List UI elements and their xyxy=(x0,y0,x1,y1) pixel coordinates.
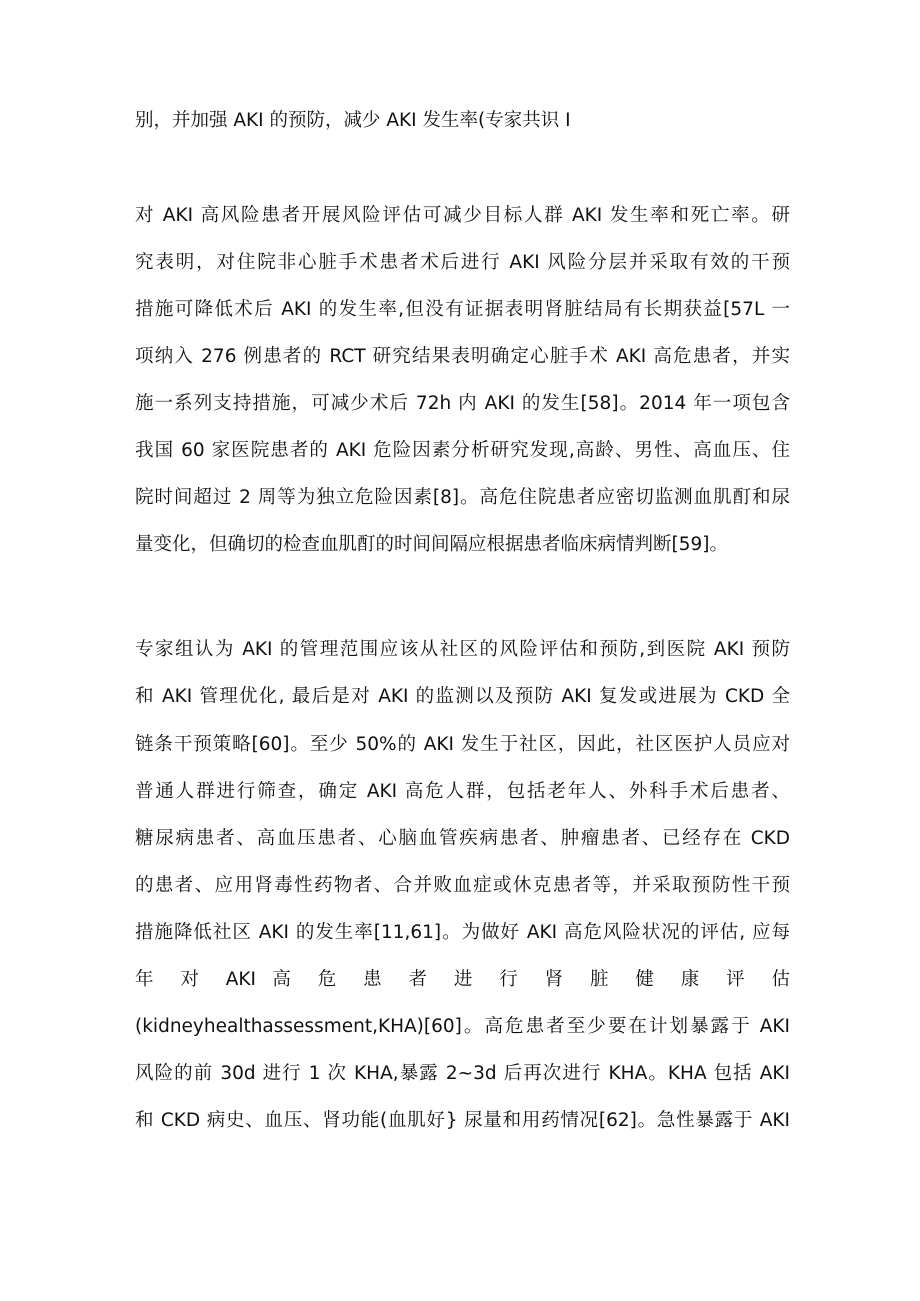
text-line: 的患者、应用肾毒性药物者、合并败血症或休克患者等，并采取预防性干预 xyxy=(135,875,790,896)
text-line: 和 CKD 病史、血压、肾功能(血肌好} 尿量和用药情况[62]。急性暴露于 AKI xyxy=(135,1110,790,1131)
text-line: 究表明，对住院非心脏手术患者术后进行 AKI 风险分层并采取有效的干预 xyxy=(135,252,790,273)
text-line: 院时间超过 2 周等为独立危险因素[8]。高危住院患者应密切监测血肌酊和尿 xyxy=(135,487,790,508)
text-line: 措施降低社区 AKI 的发生率[11,61]。为做好 AKI 高危风险状况的评估, 应每 xyxy=(135,922,790,943)
text-line: 别，并加强 AKI 的预防，减少 AKI 发生率(专家共识 I xyxy=(135,110,571,131)
text-line: 量变化，但确切的检查血肌酊的时间间隔应根据患者临床病情判断[59]。 xyxy=(135,534,728,555)
text-line: 和 AKI 管理优化, 最后是对 AKI 的监测以及预防 AKI 复发或进展为 CKD 全 xyxy=(135,686,790,707)
text-line: 年 对 AKI 高 危 患 者 进 行 肾 脏 健 康 评 估 xyxy=(135,969,790,990)
text-line: 措施可降低术后 AKI 的发生率,但没有证据表明肾脏结局有长期获益[57L 一 xyxy=(135,299,790,320)
text-line: 风险的前 30d 进行 1 次 KHA,暴露 2~3d 后再次进行 KHA。KHA 包括 AKI xyxy=(135,1063,790,1084)
text-line: 糖尿病患者、高血压患者、心脑血管疾病患者、肿瘤患者、已经存在 CKD xyxy=(135,828,790,849)
text-line: (kidneyhealthassessment,KHA)[60]。高危患者至少要在计划暴露于 AKI xyxy=(135,1016,790,1037)
text-line: 链条干预策略[60]。至少 50%的 AKI 发生于社区，因此，社区医护人员应对 xyxy=(135,734,790,755)
text-line: 我国 60 家医院患者的 AKI 危险因素分析研究发现,高龄、男性、高血压、住 xyxy=(135,440,790,461)
text-line: 对 AKI 高风险患者开展风险评估可减少目标人群 AKI 发生率和死亡率。研 xyxy=(135,205,790,226)
text-line: 施一系列支持措施，可减少术后 72h 内 AKI 的发生[58]。2014 年一项包含 xyxy=(135,393,790,414)
text-line: 专家组认为 AKI 的管理范围应该从社区的风险评估和预防,到医院 AKI 预防 xyxy=(135,639,790,660)
text-line: 项纳入 276 例患者的 RCT 研究结果表明确定心脏手术 AKI 高危患者，并实 xyxy=(135,346,790,367)
text-line: 普通人群进行筛查，确定 AKI 高危人群，包括老年人、外科手术后患者、 xyxy=(135,781,790,802)
